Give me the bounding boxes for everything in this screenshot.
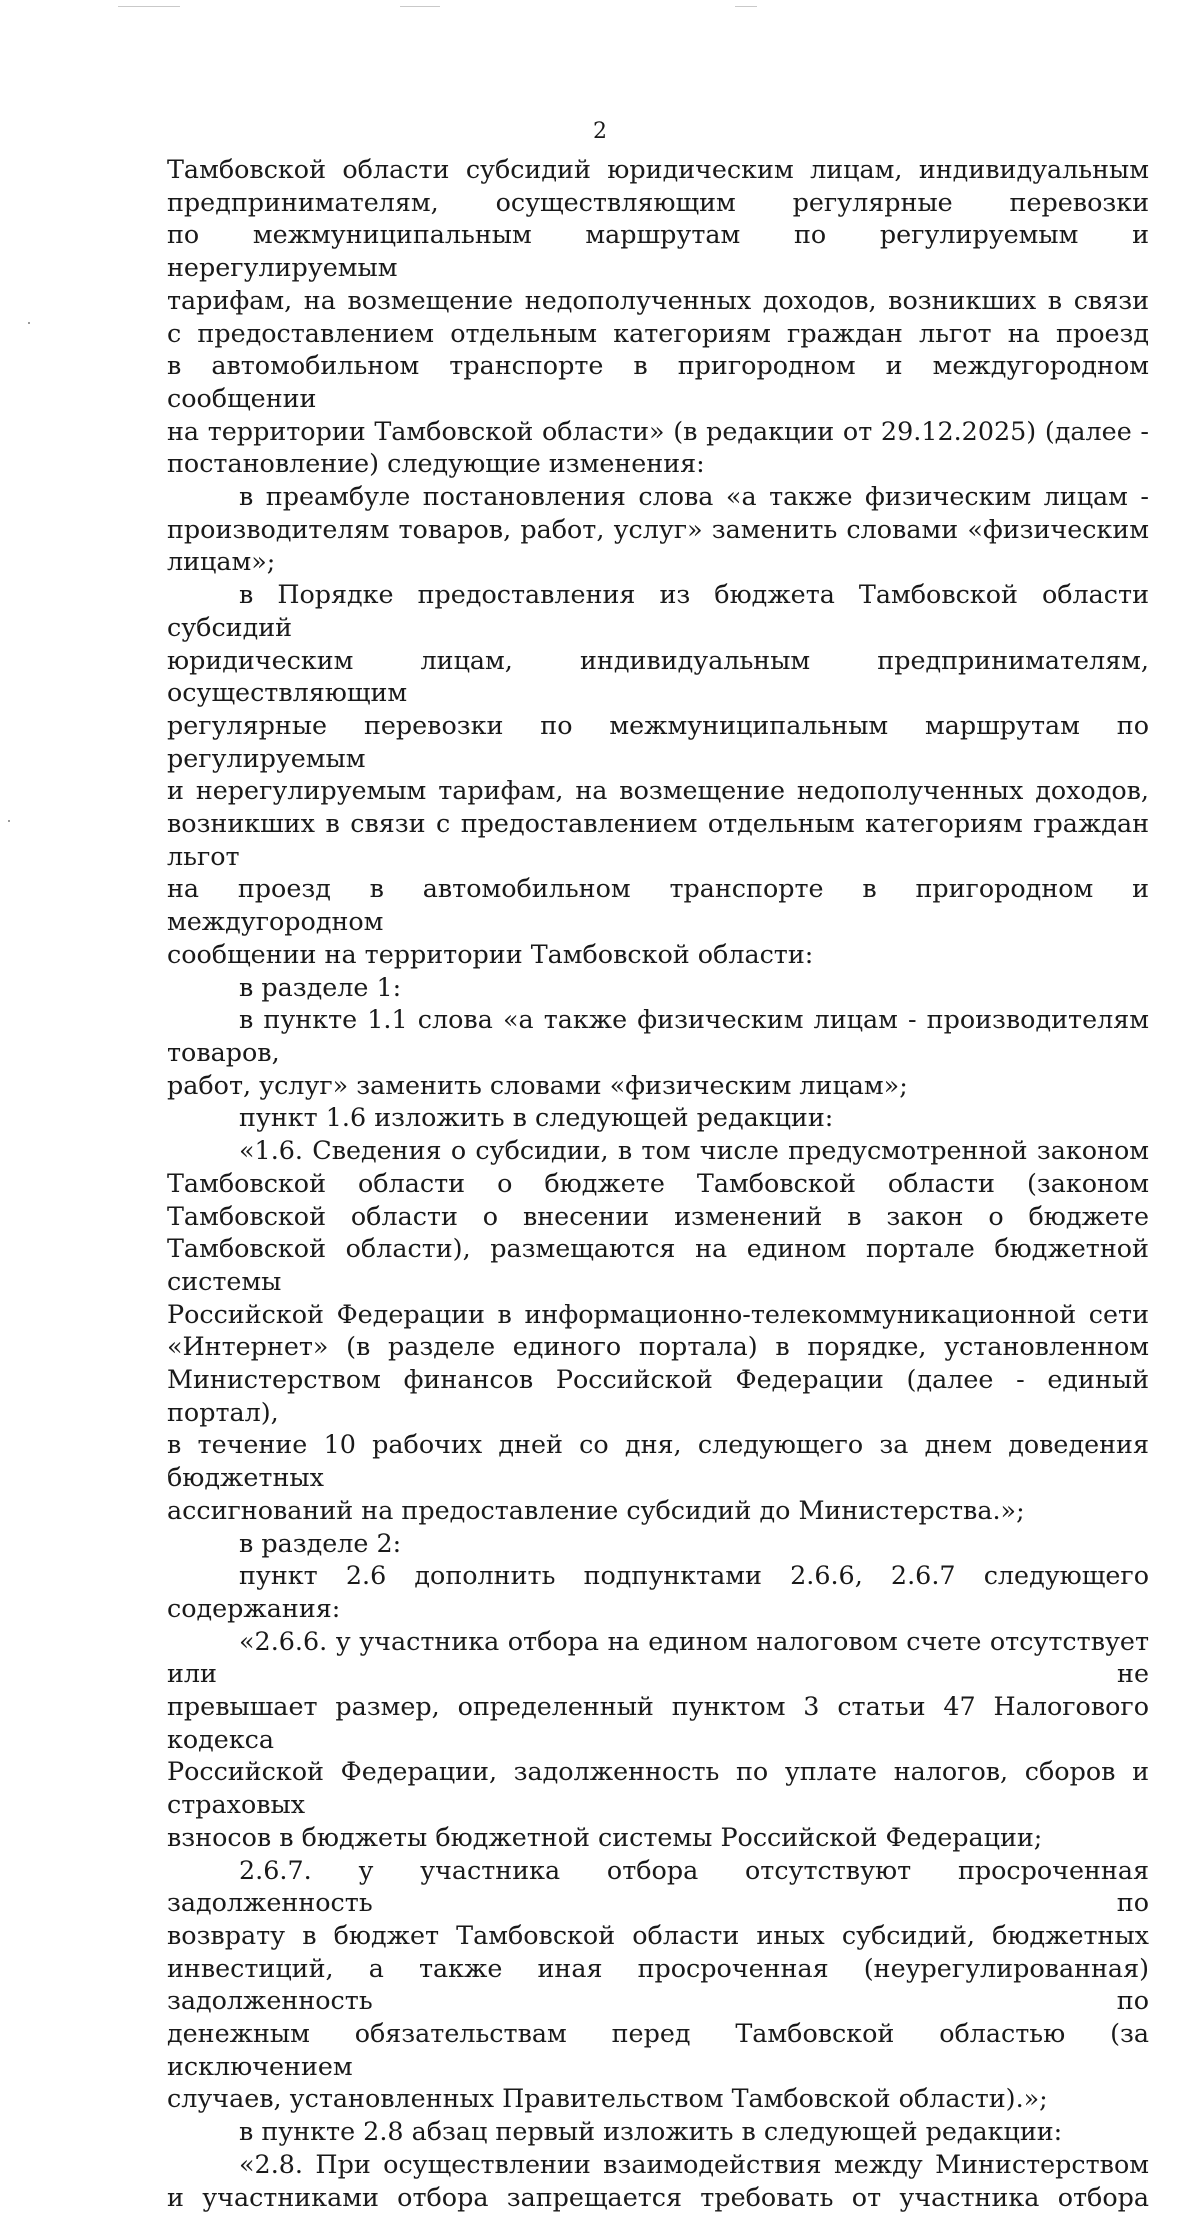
text-line: 2.6.7. у участника отбора отсутствуют просроченная задолженность по: [167, 1854, 1149, 1918]
text-line: и нерегулируемым тарифам, на возмещение недополученных доходов,: [167, 775, 1149, 806]
text-line: по межмуниципальным маршрутам по регулируемым и нерегулируемым: [167, 219, 1149, 283]
text-line: производителям товаров, работ, услуг» заменить словами «физическим лицам»;: [167, 513, 1149, 577]
text-line: Российской Федерации, задолженность по уплате налогов, сборов и страховых: [167, 1756, 1149, 1820]
text-line: работ, услуг» заменить словами «физическим лицам»;: [167, 1069, 908, 1100]
text-line: на территории Тамбовской области» (в редакции от 29.12.2025) (далее -: [167, 415, 1149, 446]
text-line: постановление) следующие изменения:: [167, 448, 705, 479]
text-line: ассигнований на предоставление субсидий до Министерства.»;: [167, 1494, 1025, 1525]
scan-artifact: [400, 6, 440, 7]
text-line: взносов в бюджеты бюджетной системы Российской Федерации;: [167, 1821, 1043, 1852]
text-line: Тамбовской области), размещаются на едином портале бюджетной системы: [167, 1233, 1149, 1296]
text-line: денежным обязательствам перед Тамбовской областью (за исключением: [167, 2018, 1149, 2081]
text-line: предпринимателям, осуществляющим регулярные перевозки: [167, 186, 1149, 217]
scan-artifact: [28, 322, 30, 324]
page-number: 2: [593, 119, 607, 144]
text-line: Тамбовской области о бюджете Тамбовской области (законом: [167, 1167, 1149, 1198]
text-line: тарифам, на возмещение недополученных доходов, возникших в связи: [167, 284, 1149, 315]
text-line: инвестиций, а также иная просроченная (неурегулированная) задолженность по: [167, 1952, 1149, 2016]
text-line: и участниками отбора запрещается требовать от участника отбора: [167, 2181, 1149, 2212]
text-line: в разделе 1:: [239, 971, 402, 1002]
text-line: сообщении на территории Тамбовской области:: [167, 938, 814, 969]
text-line: возврату в бюджет Тамбовской области иных субсидий, бюджетных: [167, 1919, 1149, 1950]
text-line: «1.6. Сведения о субсидии, в том числе предусмотренной законом: [239, 1135, 1149, 1166]
text-line: с предоставлением отдельным категориям граждан льгот на проезд: [167, 317, 1149, 348]
text-line: пункт 1.6 изложить в следующей редакции:: [239, 1102, 834, 1133]
text-line: Тамбовской области о внесении изменений в закон о бюджете: [167, 1200, 1149, 1231]
text-line: в автомобильном транспорте в пригородном и междугородном сообщении: [167, 350, 1149, 413]
text-line: «2.6.6. у участника отбора на едином налоговом счете отсутствует или не: [167, 1625, 1149, 1689]
text-line: Тамбовской области субсидий юридическим лицам, индивидуальным: [167, 154, 1149, 184]
text-line: в течение 10 рабочих дней со дня, следующего за днем доведения бюджетных: [167, 1429, 1149, 1493]
text-line: в пункте 1.1 слова «а также физическим лицам - производителям товаров,: [167, 1004, 1149, 1067]
text-line: «Интернет» (в разделе единого портала) в порядке, установленном: [167, 1331, 1149, 1362]
document-body: [167, 153, 1149, 2213]
text-line: на проезд в автомобильном транспорте в пригородном и междугородном: [167, 873, 1149, 937]
text-line: случаев, установленных Правительством Тамбовской области).»;: [167, 2083, 1048, 2114]
scan-artifact: [735, 6, 757, 7]
text-line: в разделе 2:: [239, 1527, 402, 1558]
scan-artifact: [8, 820, 10, 822]
text-line: регулярные перевозки по межмуниципальным маршрутам по регулируемым: [167, 709, 1149, 773]
text-line: возникших в связи с предоставлением отдельным категориям граждан льгот: [167, 808, 1149, 871]
text-line: Министерством финансов Российской Федерации (далее - единый портал),: [167, 1364, 1149, 1427]
text-line: в преамбуле постановления слова «а также физическим лицам -: [239, 481, 1149, 512]
text-line: юридическим лицам, индивидуальным предпринимателям, осуществляющим: [167, 644, 1149, 708]
text-line: в пункте 2.8 абзац первый изложить в следующей редакции:: [239, 2116, 1063, 2147]
text-line: Российской Федерации в информационно-телекоммуникационной сети: [167, 1298, 1149, 1329]
text-line: «2.8. При осуществлении взаимодействия между Министерством: [239, 2148, 1149, 2179]
text-line: пункт 2.6 дополнить подпунктами 2.6.6, 2.6.7 следующего содержания:: [167, 1560, 1149, 1623]
text-line: превышает размер, определенный пунктом 3 статьи 47 Налогового кодекса: [167, 1691, 1149, 1754]
text-line: в Порядке предоставления из бюджета Тамбовской области субсидий: [167, 579, 1149, 642]
scan-artifact: [118, 6, 180, 7]
